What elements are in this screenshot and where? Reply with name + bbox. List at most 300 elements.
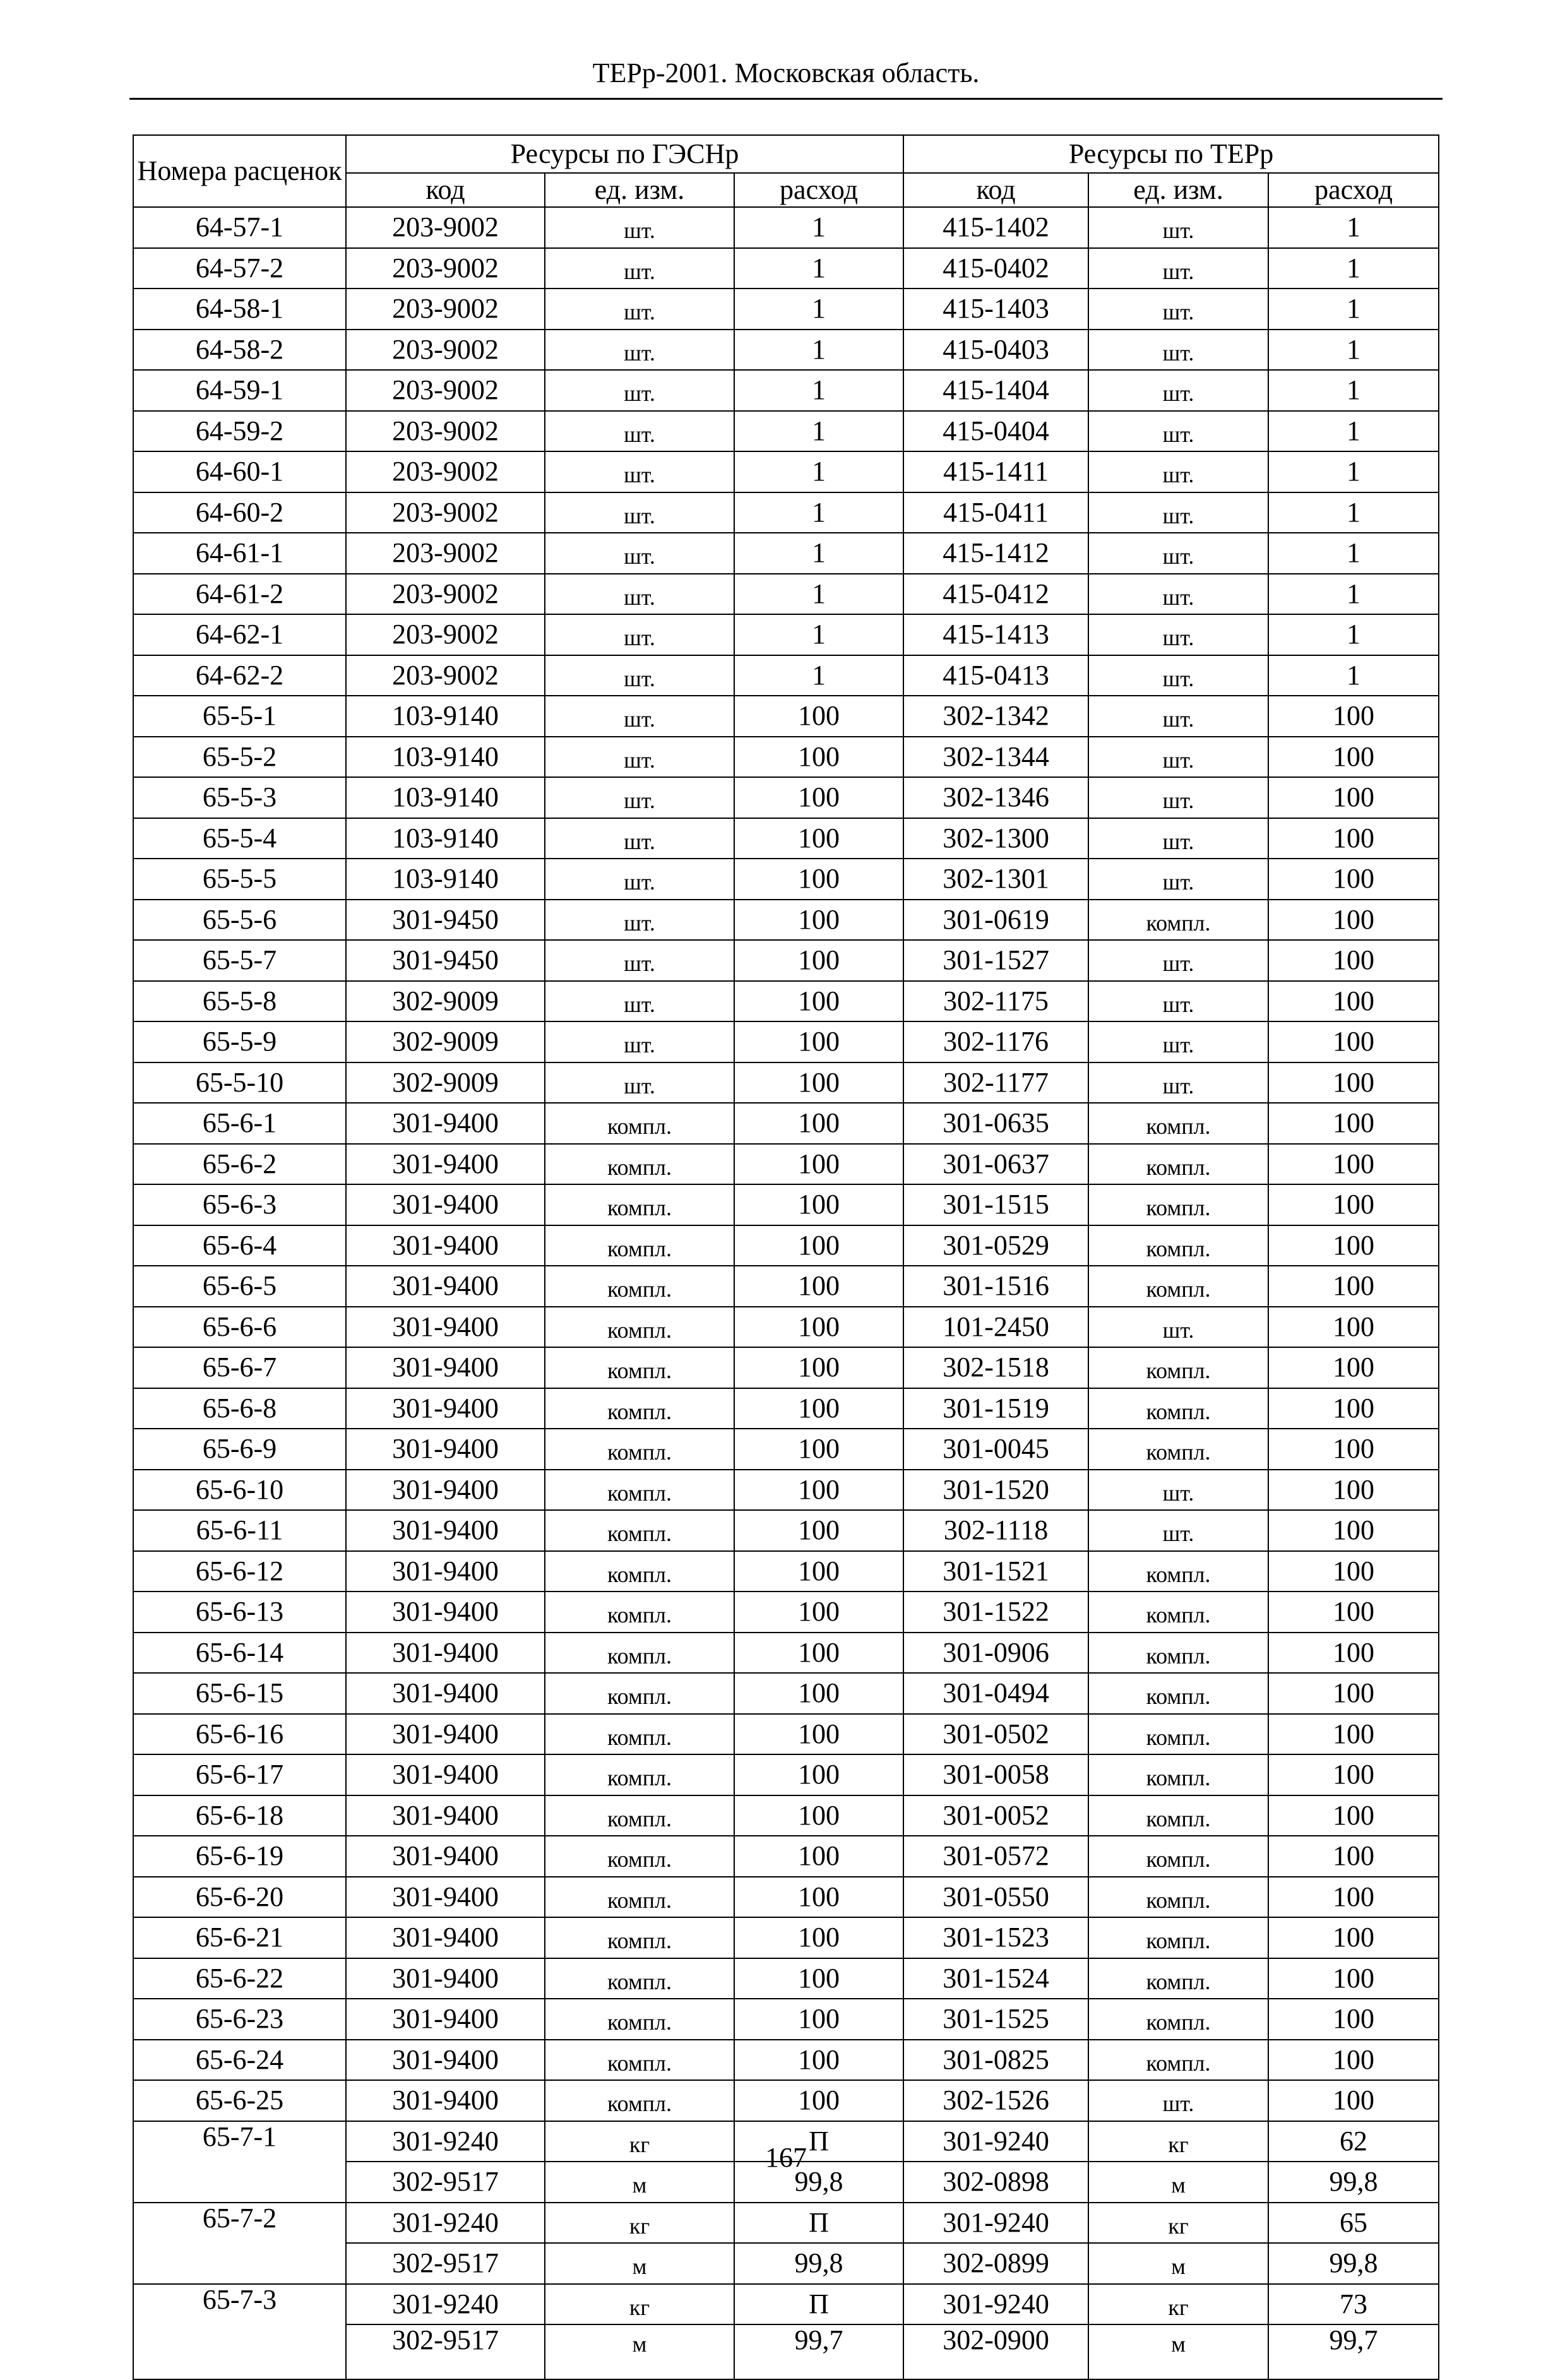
- ter-qty-cell: 100: [1268, 1673, 1439, 1714]
- ter-code-cell: 415-1412: [903, 533, 1088, 574]
- gesn-code-cell: 103-9140: [346, 859, 545, 900]
- table-row: [133, 207, 1439, 248]
- ter-code-cell: 415-0404: [903, 411, 1088, 452]
- ter-code-cell: 302-0900: [903, 2324, 1088, 2379]
- gesn-unit-cell: м: [545, 2162, 734, 2203]
- gesn-qty-cell: П: [734, 2121, 903, 2162]
- rate-number-cell: 65-6-9: [133, 1429, 346, 1470]
- gesn-unit-cell: компл.: [545, 1144, 734, 1185]
- gesn-unit-cell: шт.: [545, 614, 734, 655]
- rate-number-cell: 65-5-10: [133, 1062, 346, 1104]
- rate-number-cell: 65-6-2: [133, 1144, 346, 1185]
- ter-unit-cell: компл.: [1088, 1225, 1268, 1266]
- table-row: [133, 818, 1439, 859]
- gesn-code-cell: 203-9002: [346, 533, 545, 574]
- gesn-unit-cell: компл.: [545, 2040, 734, 2081]
- gesn-code-cell: 301-9400: [346, 1592, 545, 1633]
- ter-unit-cell: шт.: [1088, 940, 1268, 981]
- gesn-qty-cell: 100: [734, 1184, 903, 1225]
- gesn-qty-cell: 100: [734, 777, 903, 818]
- ter-code-cell: 415-0413: [903, 655, 1088, 696]
- ter-unit-cell: компл.: [1088, 1103, 1268, 1144]
- gesn-unit-cell: компл.: [545, 1266, 734, 1307]
- table-row: [133, 940, 1439, 981]
- gesn-code-cell: 203-9002: [346, 207, 545, 248]
- rate-number-cell: 65-6-18: [133, 1795, 346, 1836]
- ter-qty-cell: 62: [1268, 2121, 1439, 2162]
- gesn-unit-cell: компл.: [545, 1714, 734, 1755]
- ter-qty-cell: 100: [1268, 1347, 1439, 1388]
- gesn-unit-cell: компл.: [545, 1917, 734, 1958]
- ter-code-cell: 302-1176: [903, 1021, 1088, 1062]
- gesn-code-cell: 203-9002: [346, 655, 545, 696]
- rate-number-cell: 65-6-14: [133, 1633, 346, 1674]
- ter-unit-cell: компл.: [1088, 1836, 1268, 1877]
- gesn-qty-cell: 100: [734, 1429, 903, 1470]
- gesn-unit-cell: шт.: [545, 330, 734, 371]
- gesn-qty-cell: 100: [734, 1958, 903, 1999]
- ter-unit-cell: компл.: [1088, 1999, 1268, 2040]
- ter-code-cell: 415-1413: [903, 614, 1088, 655]
- ter-unit-cell: компл.: [1088, 900, 1268, 941]
- gesn-code-cell: 301-9400: [346, 1347, 545, 1388]
- gesn-qty-cell: 100: [734, 1021, 903, 1062]
- rate-number-cell: 65-6-1: [133, 1103, 346, 1144]
- ter-code-cell: 301-0058: [903, 1754, 1088, 1795]
- gesn-qty-cell: 100: [734, 1754, 903, 1795]
- gesn-qty-cell: 100: [734, 1266, 903, 1307]
- header-rule: [129, 98, 1443, 100]
- ter-unit-cell: компл.: [1088, 1714, 1268, 1755]
- table-row: [133, 1714, 1439, 1755]
- ter-unit-cell: компл.: [1088, 1266, 1268, 1307]
- ter-unit-cell: компл.: [1088, 1917, 1268, 1958]
- table-row: [133, 1062, 1439, 1104]
- ter-qty-cell: 100: [1268, 1307, 1439, 1348]
- ter-code-cell: 301-1519: [903, 1388, 1088, 1429]
- table-row: [133, 614, 1439, 655]
- gesn-qty-cell: 1: [734, 533, 903, 574]
- ter-qty-cell: 100: [1268, 818, 1439, 859]
- ter-qty-cell: 100: [1268, 1021, 1439, 1062]
- gesn-code-cell: 301-9400: [346, 1103, 545, 1144]
- gesn-unit-cell: шт.: [545, 859, 734, 900]
- rate-number-cell: 65-7-2: [133, 2203, 346, 2284]
- gesn-unit-cell: компл.: [545, 1388, 734, 1429]
- ter-code-cell: 415-0411: [903, 492, 1088, 533]
- gesn-unit-cell: компл.: [545, 1592, 734, 1633]
- gesn-unit-cell: шт.: [545, 411, 734, 452]
- rate-number-cell: 65-6-6: [133, 1307, 346, 1348]
- ter-qty-cell: 100: [1268, 1551, 1439, 1592]
- rates-table-body: [133, 207, 1439, 2379]
- gesn-unit-cell: шт.: [545, 574, 734, 615]
- gesn-qty-cell: 100: [734, 1388, 903, 1429]
- ter-unit-cell: кг: [1088, 2121, 1268, 2162]
- gesn-code-cell: 203-9002: [346, 451, 545, 492]
- gesn-code-cell: 301-9240: [346, 2284, 545, 2325]
- gesn-code-cell: 301-9400: [346, 1266, 545, 1307]
- gesn-qty-cell: 100: [734, 2080, 903, 2121]
- ter-unit-cell: шт.: [1088, 696, 1268, 737]
- ter-code-cell: 302-1518: [903, 1347, 1088, 1388]
- gesn-qty-cell: 100: [734, 1470, 903, 1511]
- rate-number-cell: 65-5-7: [133, 940, 346, 981]
- gesn-qty-cell: 1: [734, 574, 903, 615]
- ter-code-cell: 301-9240: [903, 2284, 1088, 2325]
- ter-code-cell: 302-0898: [903, 2162, 1088, 2203]
- gesn-unit-cell: м: [545, 2324, 734, 2379]
- table-row: [133, 1266, 1439, 1307]
- ter-unit-cell: шт.: [1088, 981, 1268, 1022]
- ter-unit-cell: компл.: [1088, 1877, 1268, 1918]
- ter-qty-cell: 100: [1268, 1795, 1439, 1836]
- gesn-unit-cell: шт.: [545, 492, 734, 533]
- rate-number-cell: 64-57-1: [133, 207, 346, 248]
- ter-code-cell: 302-1175: [903, 981, 1088, 1022]
- ter-unit-cell: шт.: [1088, 818, 1268, 859]
- ter-code-cell: 301-9240: [903, 2203, 1088, 2244]
- ter-code-cell: 415-0412: [903, 574, 1088, 615]
- gesn-code-cell: 302-9009: [346, 1062, 545, 1104]
- rate-number-cell: 65-6-16: [133, 1714, 346, 1755]
- ter-unit-cell: компл.: [1088, 1347, 1268, 1388]
- gesn-code-cell: 301-9240: [346, 2121, 545, 2162]
- rate-number-cell: 65-5-5: [133, 859, 346, 900]
- ter-code-cell: 415-1402: [903, 207, 1088, 248]
- ter-unit-cell: кг: [1088, 2203, 1268, 2244]
- ter-code-cell: 301-0502: [903, 1714, 1088, 1755]
- ter-qty-cell: 1: [1268, 574, 1439, 615]
- ter-code-cell: 301-0494: [903, 1673, 1088, 1714]
- rate-number-cell: 65-6-21: [133, 1917, 346, 1958]
- ter-unit-cell: компл.: [1088, 1633, 1268, 1674]
- table-row: [133, 1470, 1439, 1511]
- gesn-code-cell: 203-9002: [346, 574, 545, 615]
- ter-unit-cell: шт.: [1088, 370, 1268, 411]
- ter-code-cell: 302-0899: [903, 2243, 1088, 2284]
- ter-unit-cell: компл.: [1088, 1551, 1268, 1592]
- table-row: [133, 370, 1439, 411]
- gesn-unit-cell: компл.: [545, 1184, 734, 1225]
- ter-unit-cell: компл.: [1088, 1795, 1268, 1836]
- rate-number-cell: 65-5-1: [133, 696, 346, 737]
- ter-qty-cell: 100: [1268, 1062, 1439, 1104]
- ter-qty-cell: 100: [1268, 1184, 1439, 1225]
- gesn-unit-cell: шт.: [545, 370, 734, 411]
- rate-number-cell: 65-5-2: [133, 737, 346, 778]
- ter-qty-cell: 100: [1268, 1754, 1439, 1795]
- ter-qty-cell: 100: [1268, 1836, 1439, 1877]
- gesn-unit-cell: компл.: [545, 1470, 734, 1511]
- ter-qty-cell: 1: [1268, 330, 1439, 371]
- ter-qty-cell: 100: [1268, 696, 1439, 737]
- gesn-unit-cell: компл.: [545, 1673, 734, 1714]
- ter-qty-cell: 1: [1268, 370, 1439, 411]
- rates-table-head: [133, 135, 1439, 207]
- ter-code-cell: 302-1526: [903, 2080, 1088, 2121]
- table-row: [133, 574, 1439, 615]
- page-header-title: ТЕРр-2001. Московская область.: [592, 57, 980, 88]
- gesn-unit-cell: шт.: [545, 289, 734, 330]
- group-ter-header: Ресурсы по ТЕРр: [903, 135, 1439, 173]
- gesn-qty-cell: 100: [734, 1714, 903, 1755]
- table-row: [133, 1795, 1439, 1836]
- gesn-unit-cell: компл.: [545, 1347, 734, 1388]
- rate-number-cell: 64-60-1: [133, 451, 346, 492]
- ter-unit-cell: шт.: [1088, 330, 1268, 371]
- ter-qty-cell: 100: [1268, 1592, 1439, 1633]
- ter-unit-cell: шт.: [1088, 1062, 1268, 1104]
- ter-code-cell: 415-1403: [903, 289, 1088, 330]
- gesn-code-cell: 301-9400: [346, 1429, 545, 1470]
- table-row: [133, 1307, 1439, 1348]
- ter-unit-cell: компл.: [1088, 1673, 1268, 1714]
- gesn-unit-cell: кг: [545, 2121, 734, 2162]
- ter-unit-cell: компл.: [1088, 1592, 1268, 1633]
- gesn-code-cell: 301-9400: [346, 1388, 545, 1429]
- table-row: [133, 2284, 1439, 2325]
- gesn-code-cell: 302-9009: [346, 981, 545, 1022]
- ter-unit-cell: шт.: [1088, 777, 1268, 818]
- ter-qty-cell: 100: [1268, 1470, 1439, 1511]
- ter-qty-cell: 1: [1268, 655, 1439, 696]
- gesn-qty-cell: 100: [734, 1225, 903, 1266]
- gesn-qty-cell: 1: [734, 614, 903, 655]
- rate-number-cell: 64-61-1: [133, 533, 346, 574]
- rate-number-cell: 65-6-17: [133, 1754, 346, 1795]
- gesn-code-cell: 103-9140: [346, 696, 545, 737]
- table-row: [133, 1347, 1439, 1388]
- table-row: [133, 2040, 1439, 2081]
- ter-unit-cell: шт.: [1088, 533, 1268, 574]
- rate-number-cell: 64-60-2: [133, 492, 346, 533]
- gesn-code-cell: 301-9400: [346, 1551, 545, 1592]
- rate-number-cell: 65-5-3: [133, 777, 346, 818]
- gesn-qty-cell: 100: [734, 1510, 903, 1551]
- table-row: [133, 451, 1439, 492]
- ter-qty-cell: 1: [1268, 248, 1439, 289]
- gesn-unit-cell: шт.: [545, 940, 734, 981]
- gesn-code-cell: 103-9140: [346, 777, 545, 818]
- ter-qty-cell: 1: [1268, 533, 1439, 574]
- gesn-qty-cell: 100: [734, 859, 903, 900]
- ter-code-cell: 415-1404: [903, 370, 1088, 411]
- table-row: [133, 655, 1439, 696]
- ter-unit-cell: компл.: [1088, 1184, 1268, 1225]
- ter-qty-cell: 100: [1268, 1225, 1439, 1266]
- ter-qty-cell: 100: [1268, 1510, 1439, 1551]
- ter-code-cell: 301-0572: [903, 1836, 1088, 1877]
- ter-unit-cell: компл.: [1088, 1144, 1268, 1185]
- gesn-code-cell: 302-9517: [346, 2243, 545, 2284]
- rate-number-cell: 65-6-25: [133, 2080, 346, 2121]
- gesn-code-cell: 301-9400: [346, 1795, 545, 1836]
- ter-unit-cell: шт.: [1088, 1510, 1268, 1551]
- ter-code-cell: 301-1520: [903, 1470, 1088, 1511]
- ter-unit-cell: шт.: [1088, 411, 1268, 452]
- gesn-unit-cell: шт.: [545, 900, 734, 941]
- ter-qty-cell: 100: [1268, 1877, 1439, 1918]
- table-row: [133, 2080, 1439, 2121]
- gesn-qty-cell: 100: [734, 2040, 903, 2081]
- ter-unit-cell: шт.: [1088, 655, 1268, 696]
- gesn-unit-cell: шт.: [545, 1021, 734, 1062]
- gesn-unit-cell: шт.: [545, 696, 734, 737]
- rate-number-cell: 65-6-24: [133, 2040, 346, 2081]
- table-row: [133, 1225, 1439, 1266]
- rates-table: [133, 134, 1439, 2380]
- table-row: [133, 248, 1439, 289]
- gesn-code-cell: 203-9002: [346, 614, 545, 655]
- ter-code-header: код: [903, 173, 1088, 207]
- ter-qty-cell: 100: [1268, 737, 1439, 778]
- ter-qty-cell: 100: [1268, 1103, 1439, 1144]
- ter-unit-cell: кг: [1088, 2284, 1268, 2325]
- gesn-code-cell: 302-9517: [346, 2324, 545, 2379]
- table-row: [133, 1021, 1439, 1062]
- gesn-unit-cell: компл.: [545, 1103, 734, 1144]
- table-row: [133, 289, 1439, 330]
- rate-number-cell: 65-6-3: [133, 1184, 346, 1225]
- gesn-qty-cell: 100: [734, 818, 903, 859]
- gesn-unit-cell: шт.: [545, 777, 734, 818]
- rate-number-cell: 65-7-1: [133, 2121, 346, 2203]
- table-row: [133, 1429, 1439, 1470]
- gesn-code-cell: 301-9400: [346, 1184, 545, 1225]
- gesn-qty-cell: П: [734, 2284, 903, 2325]
- gesn-qty-cell: 1: [734, 411, 903, 452]
- ter-code-cell: 302-1301: [903, 859, 1088, 900]
- ter-qty-cell: 1: [1268, 492, 1439, 533]
- gesn-code-cell: 203-9002: [346, 248, 545, 289]
- gesn-unit-cell: компл.: [545, 1754, 734, 1795]
- rate-number-cell: 64-61-2: [133, 574, 346, 615]
- ter-unit-header: ед. изм.: [1088, 173, 1268, 207]
- gesn-unit-cell: компл.: [545, 1225, 734, 1266]
- ter-code-cell: 302-1118: [903, 1510, 1088, 1551]
- ter-code-cell: 301-1527: [903, 940, 1088, 981]
- gesn-qty-cell: 100: [734, 900, 903, 941]
- rate-number-cell: 65-6-5: [133, 1266, 346, 1307]
- gesn-unit-cell: компл.: [545, 1877, 734, 1918]
- gesn-qty-cell: П: [734, 2203, 903, 2244]
- gesn-unit-header: ед. изм.: [545, 173, 734, 207]
- gesn-unit-cell: шт.: [545, 207, 734, 248]
- rate-number-cell: 65-5-6: [133, 900, 346, 941]
- rate-number-cell: 65-6-8: [133, 1388, 346, 1429]
- gesn-qty-cell: 100: [734, 1836, 903, 1877]
- ter-qty-cell: 1: [1268, 207, 1439, 248]
- gesn-qty-cell: 100: [734, 1347, 903, 1388]
- gesn-code-cell: 301-9400: [346, 1673, 545, 1714]
- ter-unit-cell: компл.: [1088, 1958, 1268, 1999]
- rate-number-cell: 64-59-1: [133, 370, 346, 411]
- rate-number-cell: 65-6-7: [133, 1347, 346, 1388]
- gesn-qty-cell: 99,8: [734, 2243, 903, 2284]
- ter-code-cell: 301-0635: [903, 1103, 1088, 1144]
- table-row: [133, 1510, 1439, 1551]
- ter-qty-cell: 100: [1268, 981, 1439, 1022]
- gesn-qty-cell: 100: [734, 1633, 903, 1674]
- ter-code-cell: 301-0052: [903, 1795, 1088, 1836]
- ter-qty-cell: 99,7: [1268, 2324, 1439, 2379]
- ter-code-cell: 301-1523: [903, 1917, 1088, 1958]
- ter-code-cell: 101-2450: [903, 1307, 1088, 1348]
- gesn-unit-cell: шт.: [545, 248, 734, 289]
- rate-number-cell: 65-6-12: [133, 1551, 346, 1592]
- ter-unit-cell: шт.: [1088, 248, 1268, 289]
- gesn-code-cell: 301-9400: [346, 1836, 545, 1877]
- ter-qty-cell: 99,8: [1268, 2162, 1439, 2203]
- gesn-qty-cell: 100: [734, 1917, 903, 1958]
- col-rate-numbers-header: Номера расценок: [133, 135, 346, 207]
- table-row: [133, 1754, 1439, 1795]
- gesn-qty-cell: 100: [734, 1551, 903, 1592]
- rate-number-cell: 65-6-19: [133, 1836, 346, 1877]
- ter-qty-header: расход: [1268, 173, 1439, 207]
- table-row: [133, 1144, 1439, 1185]
- gesn-code-cell: 302-9517: [346, 2162, 545, 2203]
- gesn-unit-cell: компл.: [545, 1836, 734, 1877]
- rate-number-cell: 64-62-2: [133, 655, 346, 696]
- gesn-code-cell: 301-9450: [346, 900, 545, 941]
- ter-unit-cell: шт.: [1088, 737, 1268, 778]
- ter-unit-cell: шт.: [1088, 574, 1268, 615]
- gesn-code-cell: 301-9400: [346, 2040, 545, 2081]
- ter-qty-cell: 100: [1268, 940, 1439, 981]
- table-row: [133, 411, 1439, 452]
- ter-unit-cell: шт.: [1088, 614, 1268, 655]
- rate-number-cell: 65-6-15: [133, 1673, 346, 1714]
- table-row: [133, 1836, 1439, 1877]
- ter-unit-cell: шт.: [1088, 492, 1268, 533]
- ter-code-cell: 301-0825: [903, 2040, 1088, 2081]
- gesn-qty-cell: 100: [734, 1062, 903, 1104]
- gesn-qty-cell: 100: [734, 1795, 903, 1836]
- table-row: [133, 859, 1439, 900]
- ter-qty-cell: 100: [1268, 859, 1439, 900]
- ter-code-cell: 302-1342: [903, 696, 1088, 737]
- ter-qty-cell: 1: [1268, 289, 1439, 330]
- gesn-qty-cell: 1: [734, 451, 903, 492]
- gesn-unit-cell: шт.: [545, 818, 734, 859]
- rate-number-cell: 65-7-3: [133, 2284, 346, 2380]
- gesn-code-cell: 301-9400: [346, 1470, 545, 1511]
- table-row: [133, 1103, 1439, 1144]
- page-number: 167: [765, 2142, 807, 2173]
- gesn-code-cell: 103-9140: [346, 737, 545, 778]
- ter-unit-cell: компл.: [1088, 1388, 1268, 1429]
- rate-number-cell: 65-6-10: [133, 1470, 346, 1511]
- gesn-qty-cell: 1: [734, 207, 903, 248]
- ter-code-cell: 302-1344: [903, 737, 1088, 778]
- ter-code-cell: 301-1516: [903, 1266, 1088, 1307]
- gesn-code-cell: 301-9400: [346, 2080, 545, 2121]
- ter-qty-cell: 100: [1268, 1999, 1439, 2040]
- gesn-code-cell: 301-9400: [346, 1510, 545, 1551]
- ter-code-cell: 301-0637: [903, 1144, 1088, 1185]
- gesn-unit-cell: компл.: [545, 1307, 734, 1348]
- rate-number-cell: 65-6-4: [133, 1225, 346, 1266]
- ter-qty-cell: 100: [1268, 2080, 1439, 2121]
- ter-qty-cell: 100: [1268, 1266, 1439, 1307]
- rate-number-cell: 65-6-22: [133, 1958, 346, 1999]
- gesn-code-cell: 301-9400: [346, 1999, 545, 2040]
- ter-unit-cell: м: [1088, 2324, 1268, 2379]
- gesn-qty-cell: 100: [734, 1673, 903, 1714]
- gesn-qty-cell: 100: [734, 1592, 903, 1633]
